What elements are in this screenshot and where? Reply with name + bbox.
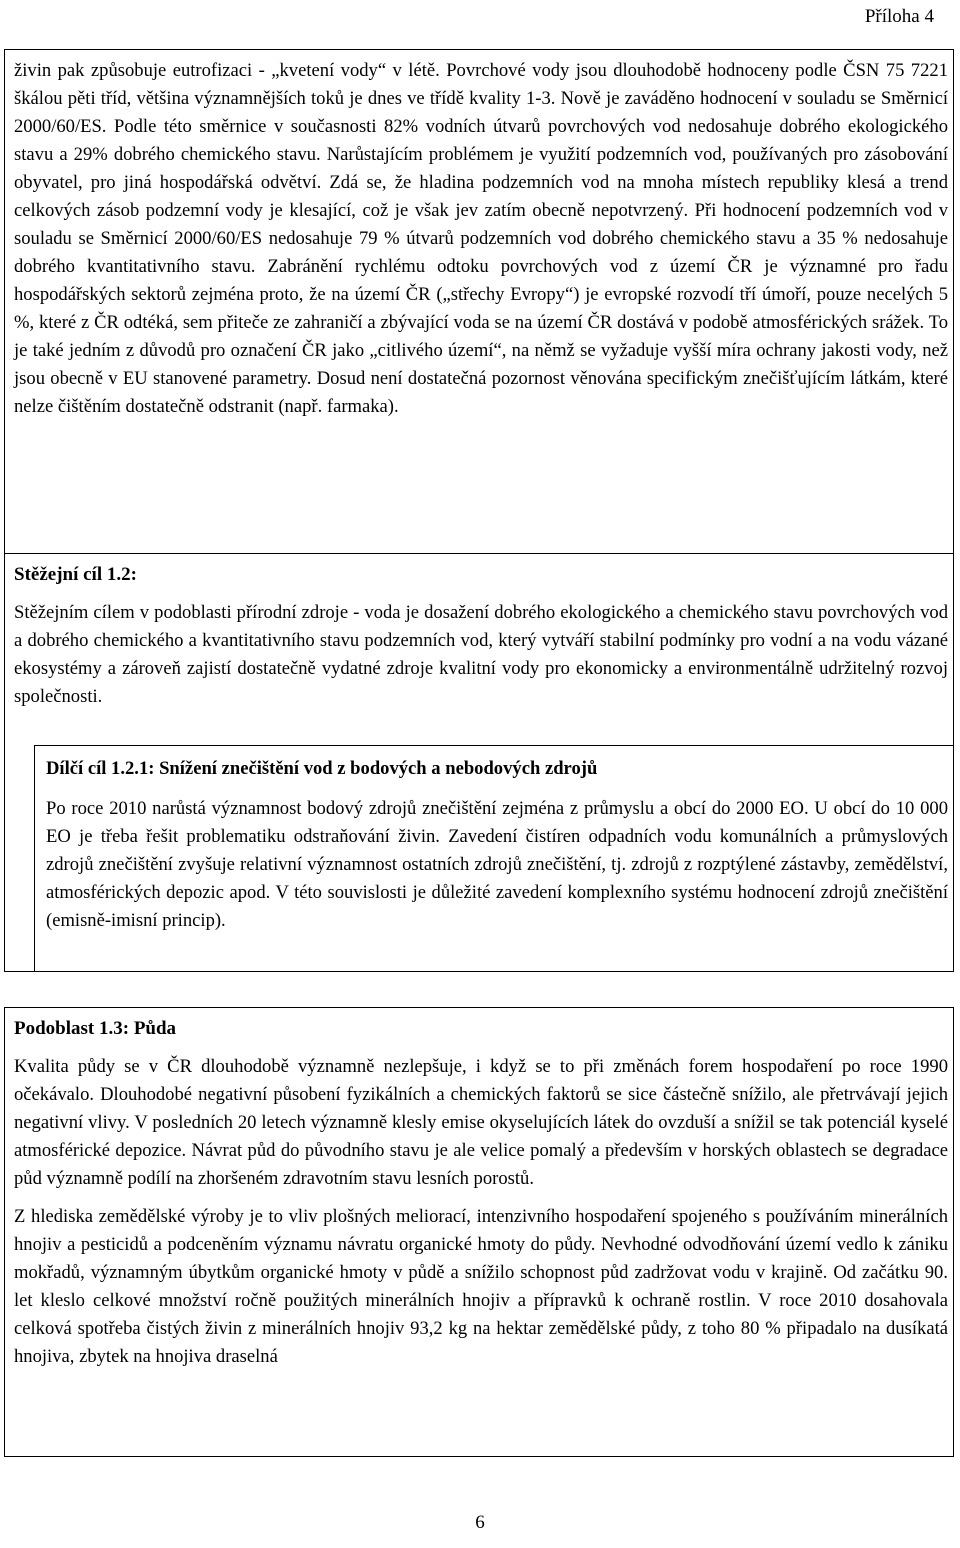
subgoal-block xyxy=(46,755,948,935)
soil-heading: Podoblast 1.3: Půda xyxy=(14,1018,177,1039)
page-number: 6 xyxy=(475,1512,485,1533)
subgoal-paragraph: Po roce 2010 narůstá významnost bodový zdrojů znečištění zejména z průmyslu a obcí do 2000 EO. U obcí do 10 000 EO je třeba řešit problematiku odstraňování živin. Zavedení čistíren odpadních vodu komunálních a průmyslových zdrojů znečištění zvyšuje relativní významnost ostatních zdrojů znečištění, tj. zdrojů z rozptýlené zástavby, zemědělství, atmosférických depozic apod. V této souvislosti je důležité zavedení komplexního systému hodnocení zdrojů znečištění (emisně-imisní princip). xyxy=(46,798,948,931)
water-intro-block xyxy=(14,57,948,421)
soil-block xyxy=(14,1015,948,1371)
soil-paragraph-2: Z hlediska zemědělské výroby je to vliv plošných meliorací, intenzivního hospodaření spojeného s používáním minerálních hnojiv a pesticidů a podceněním významu návratu organické hmoty do půdy. Nevhodné odvodňování území vedlo k zániku mokřadů, významným úbytkům organické hmoty v půdě a snížilo schopnost půd zadržovat vodu v krajině. Od začátku 90. let kleslo celkové množství ročně použitých minerálních hnojiv a přípravků k ochraně rostlin. V roce 2010 dosahovala celková spotřeba čistých živin z minerálních hnojiv 93,2 kg na hektar zemědělské půdy, z toho 80 % připadalo na dusíkatá hnojiva, zbytek na hnojiva draselná xyxy=(14,1206,948,1367)
soil-paragraph-1: Kvalita půdy se v ČR dlouhodobě významně nezlepšuje, i když se to při změnách forem hospodaření po roce 1990 očekávalo. Dlouhodobé negativní působení fyzikálních a chemických faktorů se sice částečně snížilo, ale přetrvávají jejich negativní vlivy. V posledních 20 letech významně klesly emise okyselujících látek do ovzduší a snížil se tak potenciál kyselé atmosférické depozice. Návrat půd do původního stavu je ale velice pomalý a především v horských oblastech se degradace půd významně podílí na zhoršeném zdravotním stavu lesních porostů. xyxy=(14,1056,948,1189)
appendix-label: Příloha 4 xyxy=(864,6,934,27)
water-intro-paragraph: živin pak způsobuje eutrofizaci - „kvetení vody“ v létě. Povrchové vody jsou dlouhodobě hodnoceny podle ČSN 75 7221 škálou pěti tříd, většina významnějších toků je dnes ve třídě kvality 1-3. Nově je zaváděno hodnocení v souladu se Směrnicí 2000/60/ES. Podle této směrnice v současnosti 82% vodních útvarů povrchových vod nedosahuje dobrého ekologického stavu a 29% dobrého chemického stavu. Narůstajícím problémem je využití podzemních vod, používaných pro zásobování obyvatel, pro jiná hospodářská odvětví. Zdá se, že hladina podzemních vod na mnoha místech republiky klesá a trend celkových zásob podzemní vody je klesající, což je však jev zatím obecně nepotvrzený. Při hodnocení podzemních vod v souladu se Směrnicí 2000/60/ES nedosahuje 79 % útvarů podzemních vod dobrého chemického stavu a 35 % nedosahuje dobrého kvantitativního stavu. Zabránění rychlému odtoku povrchových vod z území ČR je významné pro řadu hospodářských sektorů zejména proto, že na území ČR („střechy Evropy“) je evropské rozvodí tří úmoří, pouze necelých 5 %, které z ČR odtéká, sem přiteče ze zahraničí a zbývající voda se na území ČR dostává v podobě atmosférických srážek. To je také jedním z důvodů pro označení ČR jako „citlivého území“, na němž se vyžaduje vyšší míra ochrany jakosti vody, než jsou obecně v EU stanovené parametry. Dosud není dostatečná pozornost věnována specifickým znečišťujícím látkám, které nelze čištěním dostatečně odstranit (např. farmaka). xyxy=(14,60,948,417)
goal-block xyxy=(14,561,948,711)
subgoal-divider xyxy=(34,745,954,746)
goal-paragraph: Stěžejním cílem v podoblasti přírodní zdroje - voda je dosažení dobrého ekologického a chemického stavu povrchových vod a dobrého chemického a kvantitativního stavu podzemních vod, který vytváří stabilní podmínky pro vodní a na vodu vázané ekosystémy a zároveň zajistí dostatečně vydatné zdroje kvalitní vody pro ekonomicky a environmentálně udržitelný rozvoj společnosti. xyxy=(14,602,948,707)
goal-heading: Stěžejní cíl 1.2: xyxy=(14,564,137,585)
subgoal-heading: Dílčí cíl 1.2.1: Snížení znečištění vod z bodových a nebodových zdrojů xyxy=(46,758,598,779)
section-divider xyxy=(4,553,954,554)
subgoal-box-left-border xyxy=(34,745,35,972)
